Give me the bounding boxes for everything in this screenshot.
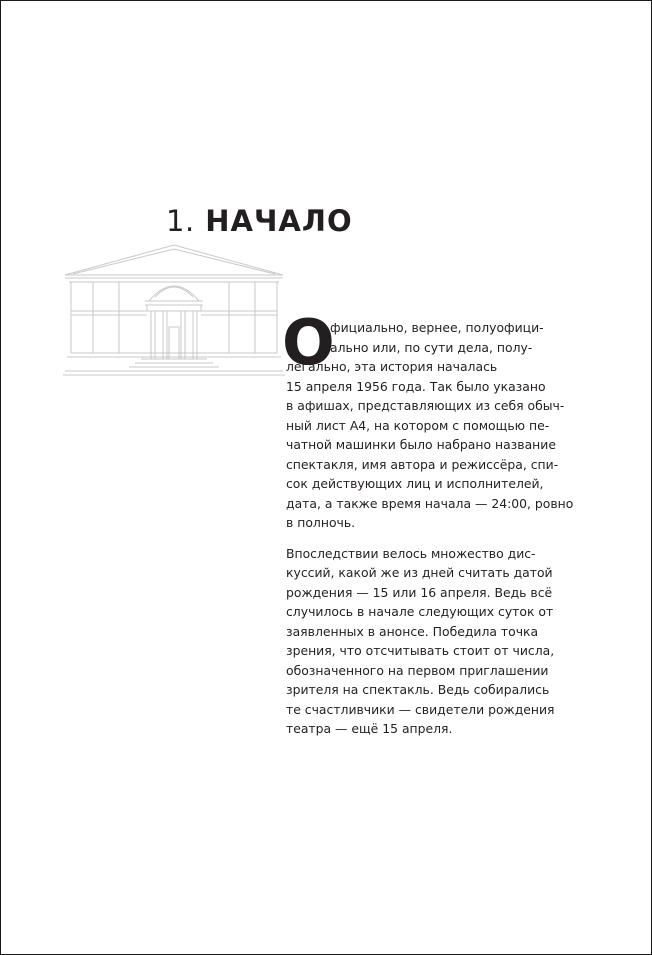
text-line: ный лист А4, на котором с помощью пе- <box>286 417 550 433</box>
text-line: Впоследствии велось множество дис- <box>286 545 536 561</box>
chapter-heading <box>166 199 353 243</box>
text-line: случилось в начале следующих суток от <box>286 604 554 619</box>
drop-cap: О <box>282 306 335 379</box>
text-line: те счастливчики — свидетели рождения <box>286 701 555 717</box>
text-line: обозначенного на первом приглашении <box>286 662 549 678</box>
text-line: куссий, какой же из дней считать датой <box>286 565 553 580</box>
theatre-building-icon <box>63 241 285 381</box>
chapter-title: НАЧАЛО <box>205 204 353 238</box>
paragraph-2 <box>286 544 571 739</box>
text-line: фициально, вернее, полуофици- <box>330 320 544 335</box>
text-line: чатной машинки было набрано название <box>286 437 556 452</box>
text-line: заявленных в анонсе. Победила точка <box>286 623 539 639</box>
chapter-text <box>282 306 574 739</box>
text-line: в афишах, представляющих из себя обыч- <box>286 398 565 413</box>
text-line: театра — ещё 15 апреля. <box>286 721 453 736</box>
text-line: зрения, что отсчитывать стоит от числа, <box>286 643 555 658</box>
text-line: дата, а также время начала — 24:00, ровно <box>286 495 574 511</box>
text-line: 15 апреля 1956 года. Так было указано <box>286 378 546 394</box>
text-line: сок действующих лиц и исполнителей, <box>286 476 544 491</box>
chapter-number: 1. <box>166 204 195 238</box>
text-line: рождения — 15 или 16 апреля. Ведь всё <box>286 584 553 600</box>
text-line: ально или, по сути дела, полу- <box>330 339 533 355</box>
text-line: в полночь. <box>286 515 356 530</box>
text-line: зрителя на спектакль. Ведь собирались <box>286 682 550 697</box>
text-line: спектакля, имя автора и режиссёра, спи- <box>286 456 559 472</box>
text-line: легально, эта история началась <box>286 359 498 374</box>
